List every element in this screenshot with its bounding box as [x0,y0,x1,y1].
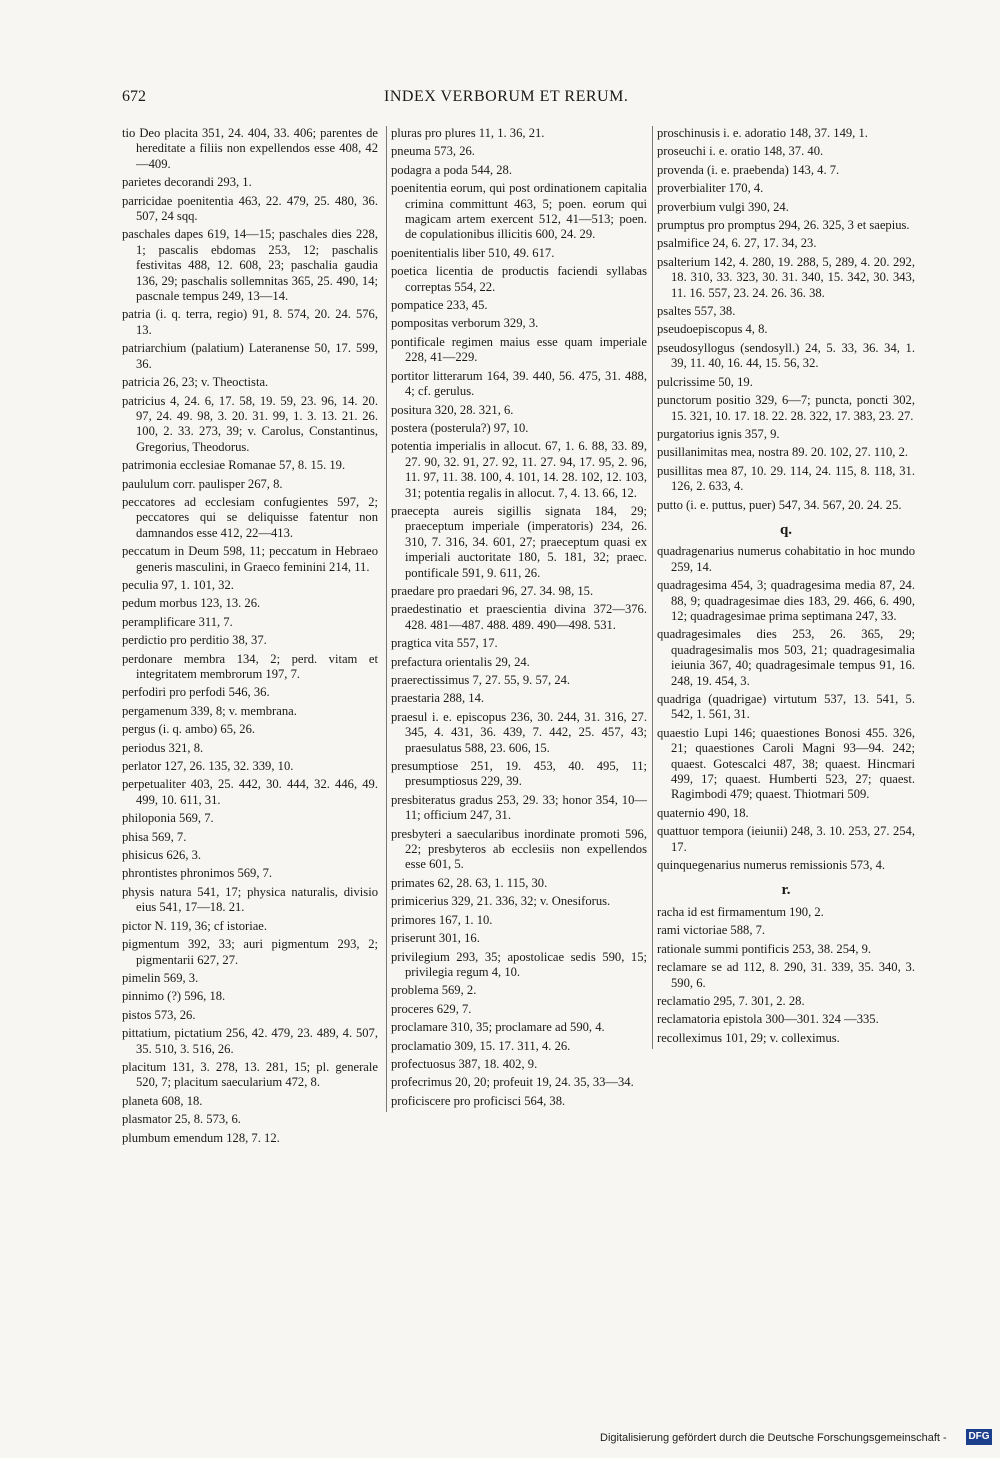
index-entry: presumptiose 251, 19. 453, 40. 495, 11; presumptiosus 229, 39. [391,759,647,789]
index-entry: pinnimo (?) 596, 18. [122,989,226,1004]
index-entry: paschales dapes 619, 14—15; paschales dies 228, 1; pascalis ebdomas 253, 12; paschalis festivitas 488, 12. 608, 23; paschalia gaudia 136, 29; paschalis sollemnitas 365, 25. 490, 14; pascnale tempus 249, 13—14. [122,227,378,304]
index-entry: portitor litterarum 164, 39. 440, 56. 475, 31. 488, 4; cf. gerulus. [391,368,647,399]
index-entry: quadragenarius numerus cohabitatio in hoc mundo 259, 14. [657,544,915,574]
index-entry: placitum 131, 3. 278, 13. 281, 15; pl. generale 520, 7; placitum saecularium 472, 8. [122,1059,378,1090]
index-entry: pompatice 233, 45. [391,298,488,313]
index-entry: quattuor tempora (ieiunii) 248, 3. 10. 253, 27. 254, 17. [657,824,915,854]
index-entry: purgatorius ignis 357, 9. [657,426,780,441]
index-entry: poenitentia eorum, qui post ordinationem capitalia crimina committunt 463, 5; poen. eorum qui magicam artem exercent 512, 41—513; poen. de copulationibus illicitis 600, 24. 29. [391,181,647,242]
index-entry: quadragesimales dies 253, 26. 365, 29; quadragesimalis mos 503, 21; quadragesimalia ieiunia 367, 40; quadragesimale tempus 91, 16. 248, 19. 454, 3. [657,627,915,688]
index-entry: primicerius 329, 21. 336, 32; v. Onesiforus. [391,894,611,909]
index-entry: rami victoriae 588, 7. [657,923,766,938]
index-entry: peculia 97, 1. 101, 32. [122,577,234,592]
index-column-2 [386,126,647,1112]
index-entry: racha id est firmamentum 190, 2. [657,904,824,919]
page-title: INDEX VERBORUM ET RERUM. [384,88,629,105]
index-entry: phrontistes phronimos 569, 7. [122,866,273,881]
index-entry: poenitentialis liber 510, 49. 617. [391,245,555,260]
index-entry: presbiteratus gradus 253, 29. 33; honor 354, 10—11; officium 247, 31. [391,792,647,823]
index-entry: pulcrissime 50, 19. [657,374,753,389]
index-entry: recolleximus 101, 29; v. colleximus. [657,1030,840,1045]
index-entry: proficiscere pro proficisci 564, 38. [391,1093,566,1108]
index-entry: perfodiri pro perfodi 546, 36. [122,685,270,700]
index-entry: putto (i. e. puttus, puer) 547, 34. 567, 20. 24. 25. [657,497,902,512]
index-entry: pimelin 569, 3. [122,970,199,985]
index-entry: praestaria 288, 14. [391,691,485,706]
section-letter: q. [779,521,793,538]
index-entry: pseudoepiscopus 4, 8. [657,322,768,337]
index-entry: primores 167, 1. 10. [391,912,493,927]
index-entry: privilegium 293, 35; apostolicae sedis 590, 15; privilegia regum 4, 10. [391,949,647,979]
index-entry: perlator 127, 26. 135, 32. 339, 10. [122,759,294,774]
dfg-logo: DFG [966,1429,992,1445]
index-entry: praesul i. e. episcopus 236, 30. 244, 31. 316, 27. 345, 4. 431, 36. 439, 7. 442, 25. 457, 43; praesulatus 588, 23. 606, 15. [391,709,647,755]
index-entry: praedestinatio et praescientia divina 372—376. 428. 481—487. 488. 489. 490—498. 531. [391,602,647,632]
index-entry: pusillitas mea 87, 10. 29. 114, 24. 115, 8. 118, 31. 126, 2. 633, 4. [657,463,915,494]
index-entry: positura 320, 28. 321, 6. [391,402,514,417]
index-entry: rationale summi pontificis 253, 38. 254, 9. [657,941,872,956]
index-entry: patria (i. q. terra, regio) 91, 8. 574, 20. 24. 576, 13. [122,307,378,337]
index-entry: quadragesima 454, 3; quadragesima media 87, 24. 88, 9; quadragesimae dies 183, 29. 466, 6. 490, 12; quadragesimae prima septimana 247, 33. [657,578,915,623]
index-entry: profecrimus 20, 20; profeuit 19, 24. 35, 33—34. [391,1075,634,1090]
index-entry: proclamare 310, 35; proclamare ad 590, 4. [391,1020,605,1035]
index-entry: pontificale regimen maius esse quam imperiale 228, 41—229. [391,334,647,365]
index-entry: pergus (i. q. ambo) 65, 26. [122,722,256,737]
index-entry: proverbialiter 170, 4. [657,181,764,196]
index-entry: phisicus 626, 3. [122,848,202,863]
index-entry: pergamenum 339, 8; v. membrana. [122,703,297,718]
index-entry: plumbum emendum 128, 7. 12. [122,1130,280,1145]
index-entry: parricidae poenitentia 463, 22. 479, 25. 480, 36. 507, 24 sqq. [122,193,378,224]
index-entry: periodus 321, 8. [122,740,204,755]
index-entry: reclamare se ad 112, 8. 290, 31. 339, 35. 340, 3. 590, 6. [657,960,915,990]
index-entry: phisa 569, 7. [122,829,187,844]
index-entry: physis natura 541, 17; physica naturalis, divisio eius 541, 17—18. 21. [122,884,378,915]
index-entry: patrimonia ecclesiae Romanae 57, 8. 15. 19. [122,458,346,473]
index-entry: psaltes 557, 38. [657,304,736,319]
index-column-3 [652,126,915,1049]
index-entry: podagra a poda 544, 28. [391,162,513,177]
index-entry: plasmator 25, 8. 573, 6. [122,1112,241,1127]
index-entry: perdictio pro perditio 38, 37. [122,633,267,648]
index-entry: psalterium 142, 4. 280, 19. 288, 5, 289, 4. 20. 292, 18. 310, 33. 323, 30. 31. 340, 15. 342, 30. 343, 11. 16. 557, 23. 24. 26. 36. 38. [657,254,915,300]
index-entry: provenda (i. e. praebenda) 143, 4. 7. [657,162,840,177]
index-entry: potentia imperialis in allocut. 67, 1. 6. 88, 33. 89, 27. 90, 32. 91, 27. 92, 11. 27. 94, 17. 95, 2. 96, 11. 97, 11. 38. 100, 4. 101, 14. 28. 102, 12. 103, 31; potentia regalis in allocut. 7, 4. 13. 66, 12. [391,439,647,500]
index-entry: paululum corr. paulisper 267, 8. [122,476,283,491]
index-entry: presbyteri a saecularibus inordinate promoti 596, 22; presbyteros ab ecclesiis non expellendos esse 601, 5. [391,826,647,872]
index-entry: praerectissimus 7, 27. 55, 9. 57, 24. [391,673,571,687]
index-entry: philoponia 569, 7. [122,811,214,826]
index-entry: praedare pro praedari 96, 27. 34. 98, 15. [391,583,594,598]
index-entry: patriarchium (palatium) Lateranense 50, 17. 599, 36. [122,341,378,371]
index-entry: prumptus pro promptus 294, 26. 325, 3 et saepius. [657,218,910,233]
index-entry: quinquegenarius numerus remissionis 573, 4. [657,858,886,873]
index-entry: pictor N. 119, 36; cf istoriae. [122,918,268,933]
index-entry: pittatium, pictatium 256, 42. 479, 23. 489, 4. 507, 35. 510, 3. 516, 26. [122,1026,378,1056]
index-entry: planeta 608, 18. [122,1093,203,1108]
index-entry: pompositas verborum 329, 3. [391,316,539,331]
index-entry: quaternio 490, 18. [657,805,749,820]
index-entry: psalmifice 24, 6. 27, 17. 34, 23. [657,236,817,251]
index-entry: pusillanimitas mea, nostra 89. 20. 102, 27. 110, 2. [657,445,909,460]
index-entry: perdonare membra 134, 2; perd. vitam et integritatem membrorum 197, 7. [122,651,378,681]
index-column-1 [122,126,378,1149]
index-entry: praecepta aureis sigillis signata 184, 29; praeceptum imperiale (imperatoris) 234, 26. 310, 7. 316, 34. 601, 27; praeceptum quasi ex imperiali auctoritate 180, 5. 181, 32; praec. pontificale 591, 9. 611, 26. [391,503,647,580]
index-entry: prefactura orientalis 29, 24. [391,654,530,669]
section-letter: r. [781,882,791,899]
index-entry: peramplificare 311, 7. [122,614,233,629]
index-entry: parietes decorandi 293, 1. [122,175,252,190]
index-entry: quadriga (quadrigae) virtutum 537, 13. 541, 5. 542, 1. 561, 31. [657,692,915,722]
index-entry: pneuma 573, 26. [391,144,475,159]
index-entry: peccatum in Deum 598, 11; peccatum in Hebraeo generis masculini, in Graeco feminini 214, 11. [122,544,378,574]
index-entry: patricia 26, 23; v. Theoctista. [122,375,269,390]
index-entry: pragtica vita 557, 17. [391,636,498,651]
index-entry: proschinusis i. e. adoratio 148, 37. 149, 1. [657,126,868,140]
index-entry: problema 569, 2. [391,983,477,998]
index-entry: priserunt 301, 16. [391,931,480,946]
index-entry: proclamatio 309, 15. 17. 311, 4. 26. [391,1038,571,1053]
index-entry: poetica licentia de productis faciendi syllabas correptas 554, 22. [391,264,647,294]
index-entry: pedum morbus 123, 13. 26. [122,596,261,611]
page-number: 672 [122,88,146,105]
index-entry: patricius 4, 24. 6, 17. 58, 19. 59, 23. 96, 14. 20. 97, 24. 49. 98, 3. 20. 31. 99, 1. 3. 13. 21. 26. 100, 2. 33. 273, 39; v. Carolus, Constantinus, Gregorius, Theodorus. [122,393,378,454]
index-entry: quaestio Lupi 146; quaestiones Bonosi 455. 326, 21; quaestiones Caroli Magni 93—94. 242; quaest. Gotescalci 487, 38; quaest. Hincmari 499, 17; quaest. Humberti 523, 27; quaest. Ragimbodi 479; quaest. Thiotmari 509. [657,725,915,802]
footer-credit: Digitalisierung gefördert durch die Deutsche Forschungsgemeinschaft - [600,1432,947,1444]
index-entry: punctorum positio 329, 6—7; puncta, poncti 302, 15. 321, 10. 17. 18. 22. 28. 322, 17. 383, 23. 27. [657,393,915,423]
index-entry: peccatores ad ecclesiam confugientes 597, 2; peccatores qui se deliquisse fatentur non damnandos esse 412, 22—413. [122,494,378,540]
index-entry: pistos 573, 26. [122,1007,196,1022]
index-entry: pluras pro plures 11, 1. 36, 21. [391,126,545,140]
index-entry: reclamatoria epistola 300—301. 324 —335. [657,1012,879,1027]
index-entry: postera (posterula?) 97, 10. [391,420,529,435]
index-entry: tio Deo placita 351, 24. 404, 33. 406; parentes de hereditate a filiis non expellendos esse 408, 42—409. [122,126,378,171]
index-entry: proseuchi i. e. oratio 148, 37. 40. [657,144,824,159]
index-entry: perpetualiter 403, 25. 442, 30. 444, 32. 446, 49. 499, 10. 611, 31. [122,777,378,807]
index-entry: profectuosus 387, 18. 402, 9. [391,1056,538,1071]
index-entry: pseudosyllogus (sendosyll.) 24, 5. 33, 36. 34, 1. 39, 11. 40, 16. 44, 15. 56, 32. [657,340,915,371]
index-entry: pigmentum 392, 33; auri pigmentum 293, 2; pigmentarii 627, 27. [122,937,378,967]
index-entry: primates 62, 28. 63, 1. 115, 30. [391,875,548,890]
index-entry: reclamatio 295, 7. 301, 2. 28. [657,993,805,1008]
index-entry: proceres 629, 7. [391,1001,472,1016]
index-entry: proverbium vulgi 390, 24. [657,199,789,214]
